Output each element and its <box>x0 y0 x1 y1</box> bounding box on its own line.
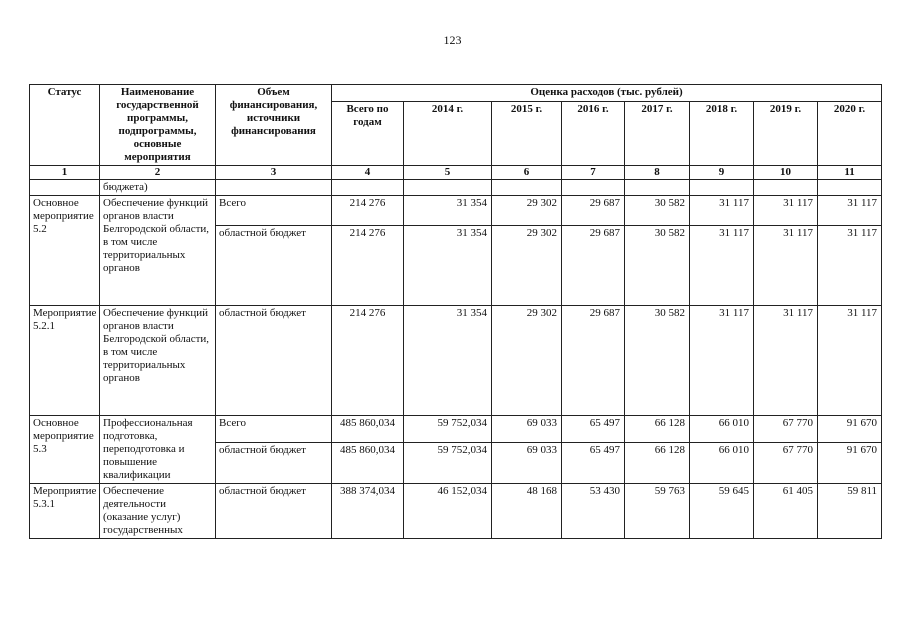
header-financing: Объем финансирования, источники финансирования <box>216 85 332 166</box>
year-value-cell: 29 302 <box>492 196 562 226</box>
continuation-cell <box>492 180 562 196</box>
header-year: 2019 г. <box>754 101 818 165</box>
program-name-cell: Обеспечение функций органов власти Белгородской области, в том числе территориальных органов <box>100 306 216 416</box>
continuation-cell <box>332 180 404 196</box>
status-cell: Мероприятие 5.2.1 <box>30 306 100 416</box>
year-value-cell: 59 763 <box>625 484 690 539</box>
year-value-cell: 69 033 <box>492 442 562 483</box>
budget-table <box>29 84 882 539</box>
year-value-cell: 31 117 <box>754 306 818 416</box>
header-estimate: Оценка расходов (тыс. рублей) <box>332 85 882 102</box>
year-value-cell: 67 770 <box>754 416 818 443</box>
column-number: 4 <box>332 166 404 180</box>
year-value-cell: 53 430 <box>562 484 625 539</box>
year-value-cell: 30 582 <box>625 226 690 306</box>
total-cell: 485 860,034 <box>332 442 404 483</box>
column-number-row <box>30 166 882 180</box>
year-value-cell: 29 687 <box>562 306 625 416</box>
year-value-cell: 66 128 <box>625 416 690 443</box>
status-cell: Основное мероприятие 5.2 <box>30 196 100 306</box>
year-value-cell: 31 117 <box>690 196 754 226</box>
continuation-cell <box>216 180 332 196</box>
status-cell: Основное мероприятие 5.3 <box>30 416 100 484</box>
year-value-cell: 31 117 <box>818 196 882 226</box>
header-year: 2014 г. <box>404 101 492 165</box>
year-value-cell: 29 687 <box>562 226 625 306</box>
header-status: Статус <box>30 85 100 166</box>
column-number: 1 <box>30 166 100 180</box>
year-value-cell: 31 354 <box>404 306 492 416</box>
header-year: 2020 г. <box>818 101 882 165</box>
column-number: 10 <box>754 166 818 180</box>
year-value-cell: 67 770 <box>754 442 818 483</box>
continuation-cell <box>818 180 882 196</box>
year-value-cell: 29 687 <box>562 196 625 226</box>
year-value-cell: 91 670 <box>818 442 882 483</box>
year-value-cell: 29 302 <box>492 226 562 306</box>
year-value-cell: 69 033 <box>492 416 562 443</box>
year-value-cell: 30 582 <box>625 306 690 416</box>
program-name-cell: Обеспечение функций органов власти Белгородской области, в том числе территориальных органов <box>100 196 216 306</box>
column-number: 6 <box>492 166 562 180</box>
year-value-cell: 30 582 <box>625 196 690 226</box>
year-value-cell: 31 354 <box>404 196 492 226</box>
column-number: 5 <box>404 166 492 180</box>
year-value-cell: 66 010 <box>690 442 754 483</box>
year-value-cell: 59 752,034 <box>404 416 492 443</box>
year-value-cell: 59 752,034 <box>404 442 492 483</box>
total-cell: 214 276 <box>332 306 404 416</box>
column-number: 11 <box>818 166 882 180</box>
year-value-cell: 31 354 <box>404 226 492 306</box>
year-value-cell: 59 811 <box>818 484 882 539</box>
financing-source-cell: областной бюджет <box>216 306 332 416</box>
page-number: 123 <box>443 33 462 47</box>
continuation-row <box>30 180 882 196</box>
financing-source-cell: Всего <box>216 416 332 443</box>
year-value-cell: 46 152,034 <box>404 484 492 539</box>
year-value-cell: 61 405 <box>754 484 818 539</box>
column-number: 7 <box>562 166 625 180</box>
continuation-cell <box>30 180 100 196</box>
continuation-cell <box>625 180 690 196</box>
header-year: 2015 г. <box>492 101 562 165</box>
total-cell: 214 276 <box>332 226 404 306</box>
column-number: 2 <box>100 166 216 180</box>
year-value-cell: 29 302 <box>492 306 562 416</box>
year-value-cell: 59 645 <box>690 484 754 539</box>
table-row <box>30 484 882 539</box>
column-number: 3 <box>216 166 332 180</box>
year-value-cell: 31 117 <box>754 196 818 226</box>
financing-source-cell: областной бюджет <box>216 442 332 483</box>
year-value-cell: 66 010 <box>690 416 754 443</box>
year-value-cell: 65 497 <box>562 416 625 443</box>
column-number: 9 <box>690 166 754 180</box>
financing-source-cell: Всего <box>216 196 332 226</box>
year-value-cell: 91 670 <box>818 416 882 443</box>
header-row-top <box>30 85 882 102</box>
program-name-cell: Профессиональная подготовка, переподготовка и повышение квалификации <box>100 416 216 484</box>
column-number: 8 <box>625 166 690 180</box>
table-row <box>30 306 882 416</box>
year-value-cell: 31 117 <box>818 306 882 416</box>
year-value-cell: 31 117 <box>690 306 754 416</box>
continuation-cell <box>562 180 625 196</box>
continuation-cell <box>404 180 492 196</box>
continuation-cell <box>754 180 818 196</box>
year-value-cell: 66 128 <box>625 442 690 483</box>
year-value-cell: 48 168 <box>492 484 562 539</box>
financing-source-cell: областной бюджет <box>216 484 332 539</box>
total-cell: 214 276 <box>332 196 404 226</box>
header-total: Всего по годам <box>332 101 404 165</box>
continuation-text: бюджета) <box>100 180 216 196</box>
financing-source-cell: областной бюджет <box>216 226 332 306</box>
total-cell: 388 374,034 <box>332 484 404 539</box>
table-row <box>30 416 882 443</box>
total-cell: 485 860,034 <box>332 416 404 443</box>
year-value-cell: 65 497 <box>562 442 625 483</box>
year-value-cell: 31 117 <box>690 226 754 306</box>
header-program-name: Наименование государственной программы, подпрограммы, основные мероприятия <box>100 85 216 166</box>
continuation-cell <box>690 180 754 196</box>
year-value-cell: 31 117 <box>818 226 882 306</box>
header-year: 2018 г. <box>690 101 754 165</box>
year-value-cell: 31 117 <box>754 226 818 306</box>
header-year: 2016 г. <box>562 101 625 165</box>
table-row <box>30 196 882 226</box>
header-year: 2017 г. <box>625 101 690 165</box>
status-cell: Мероприятие 5.3.1 <box>30 484 100 539</box>
program-name-cell: Обеспечение деятельности (оказание услуг) государственных <box>100 484 216 539</box>
